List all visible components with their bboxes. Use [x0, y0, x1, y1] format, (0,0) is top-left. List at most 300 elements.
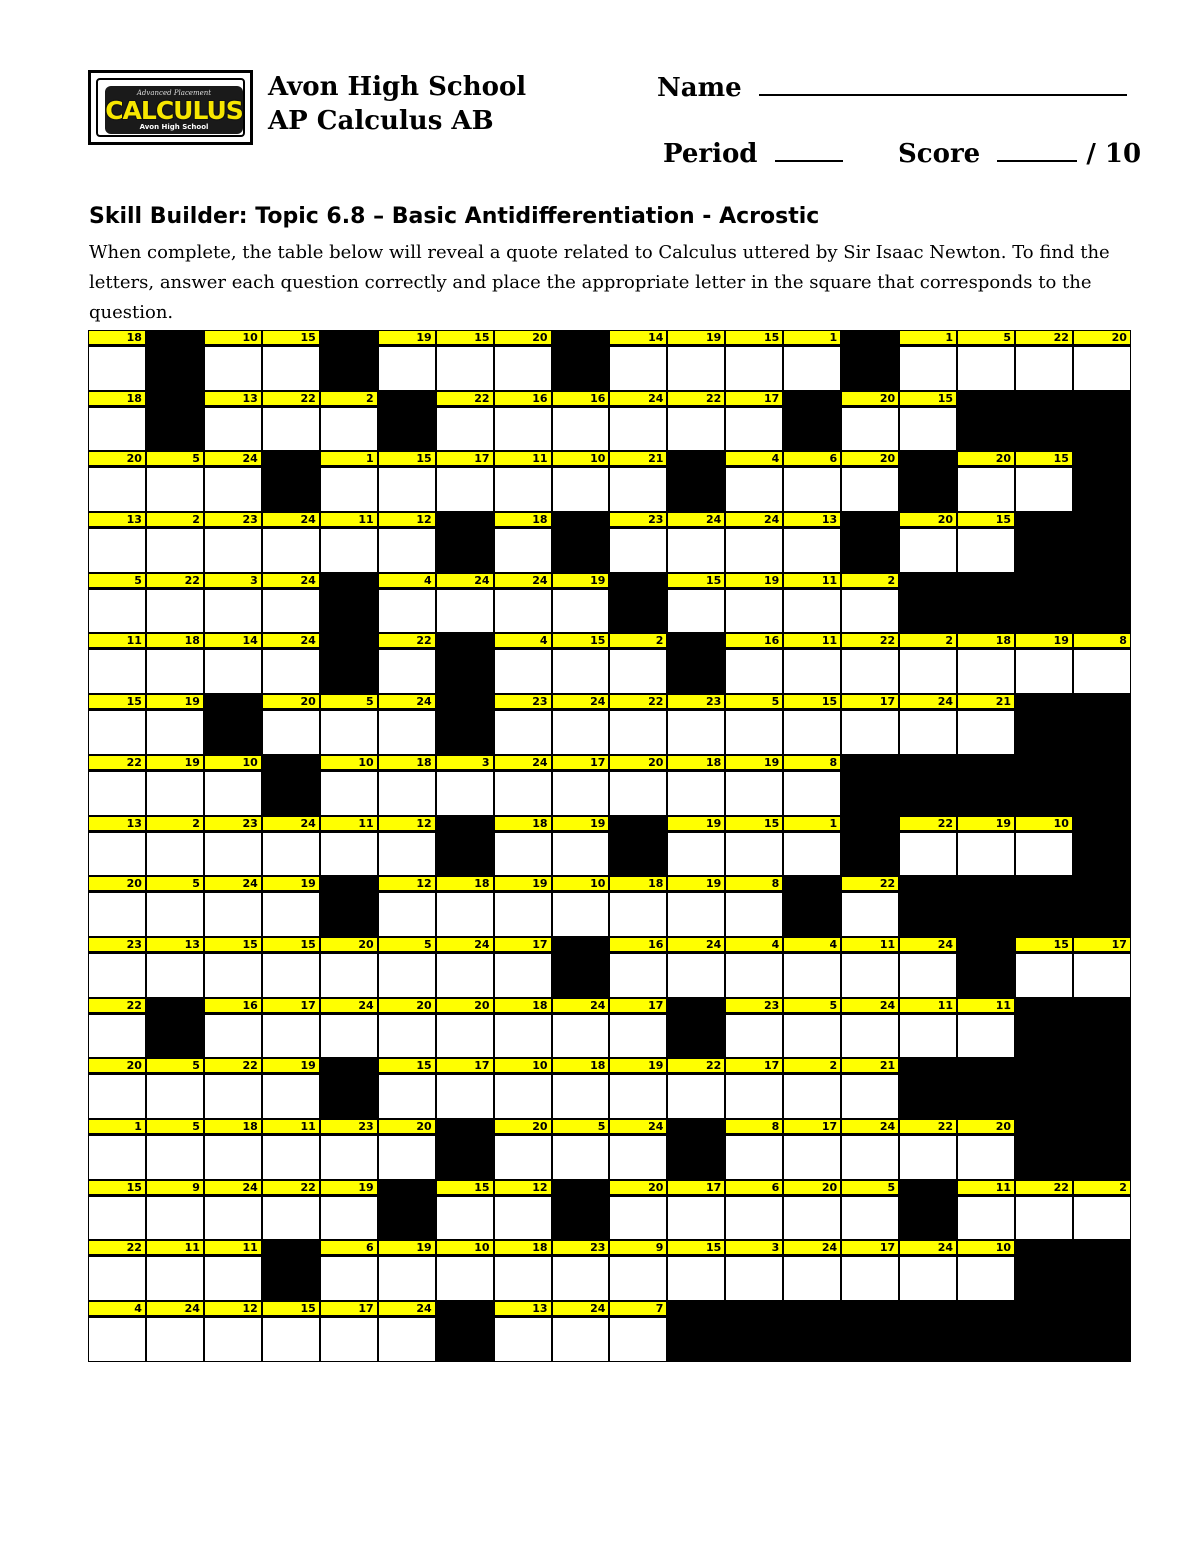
answer-box[interactable]	[262, 649, 320, 694]
letter-cell[interactable]	[494, 998, 552, 1059]
answer-box[interactable]	[262, 1074, 320, 1119]
letter-cell[interactable]	[88, 330, 146, 391]
answer-box[interactable]	[320, 771, 378, 816]
answer-box[interactable]	[1015, 467, 1073, 512]
letter-cell[interactable]	[88, 573, 146, 634]
letter-cell[interactable]	[552, 1301, 610, 1362]
answer-box[interactable]	[204, 1196, 262, 1241]
letter-cell[interactable]	[667, 1180, 725, 1241]
answer-box[interactable]	[204, 953, 262, 998]
answer-box[interactable]	[899, 1135, 957, 1180]
answer-box[interactable]	[378, 649, 436, 694]
letter-cell[interactable]	[204, 1180, 262, 1241]
answer-box[interactable]	[783, 346, 841, 391]
letter-cell[interactable]	[378, 937, 436, 998]
letter-cell[interactable]	[1015, 816, 1073, 877]
answer-box[interactable]	[88, 1074, 146, 1119]
letter-cell[interactable]	[146, 816, 204, 877]
letter-cell[interactable]	[609, 633, 667, 694]
letter-cell[interactable]	[262, 633, 320, 694]
answer-box[interactable]	[262, 346, 320, 391]
answer-box[interactable]	[783, 1196, 841, 1241]
letter-cell[interactable]	[320, 512, 378, 573]
answer-box[interactable]	[899, 832, 957, 877]
letter-cell[interactable]	[899, 937, 957, 998]
answer-box[interactable]	[667, 832, 725, 877]
letter-cell[interactable]	[204, 1240, 262, 1301]
answer-box[interactable]	[552, 407, 610, 452]
letter-cell[interactable]	[552, 451, 610, 512]
answer-box[interactable]	[552, 1256, 610, 1301]
answer-box[interactable]	[88, 832, 146, 877]
letter-cell[interactable]	[204, 998, 262, 1059]
answer-box[interactable]	[378, 528, 436, 573]
answer-box[interactable]	[320, 1014, 378, 1059]
letter-cell[interactable]	[609, 1119, 667, 1180]
answer-box[interactable]	[262, 953, 320, 998]
answer-box[interactable]	[957, 1196, 1015, 1241]
answer-box[interactable]	[725, 346, 783, 391]
letter-cell[interactable]	[262, 330, 320, 391]
answer-box[interactable]	[783, 1135, 841, 1180]
answer-box[interactable]	[552, 1317, 610, 1362]
letter-cell[interactable]	[204, 876, 262, 937]
answer-box[interactable]	[494, 649, 552, 694]
answer-box[interactable]	[609, 1135, 667, 1180]
answer-box[interactable]	[841, 589, 899, 634]
letter-cell[interactable]	[1015, 451, 1073, 512]
answer-box[interactable]	[957, 467, 1015, 512]
letter-cell[interactable]	[494, 876, 552, 937]
answer-box[interactable]	[204, 407, 262, 452]
answer-box[interactable]	[320, 1196, 378, 1241]
letter-cell[interactable]	[725, 1240, 783, 1301]
letter-cell[interactable]	[552, 755, 610, 816]
letter-cell[interactable]	[1073, 937, 1131, 998]
letter-cell[interactable]	[609, 1240, 667, 1301]
letter-cell[interactable]	[667, 755, 725, 816]
letter-cell[interactable]	[378, 573, 436, 634]
answer-box[interactable]	[436, 771, 494, 816]
letter-cell[interactable]	[552, 876, 610, 937]
letter-cell[interactable]	[552, 1240, 610, 1301]
answer-box[interactable]	[320, 953, 378, 998]
answer-box[interactable]	[494, 710, 552, 755]
answer-box[interactable]	[204, 1014, 262, 1059]
answer-box[interactable]	[88, 1317, 146, 1362]
answer-box[interactable]	[899, 1256, 957, 1301]
answer-box[interactable]	[204, 589, 262, 634]
letter-cell[interactable]	[609, 1058, 667, 1119]
answer-box[interactable]	[436, 407, 494, 452]
letter-cell[interactable]	[146, 755, 204, 816]
answer-box[interactable]	[725, 1074, 783, 1119]
answer-box[interactable]	[436, 1014, 494, 1059]
answer-box[interactable]	[494, 1196, 552, 1241]
answer-box[interactable]	[436, 1256, 494, 1301]
letter-cell[interactable]	[378, 1240, 436, 1301]
letter-cell[interactable]	[1073, 1180, 1131, 1241]
letter-cell[interactable]	[609, 330, 667, 391]
name-blank[interactable]	[759, 72, 1127, 96]
letter-cell[interactable]	[725, 451, 783, 512]
letter-cell[interactable]	[436, 573, 494, 634]
answer-box[interactable]	[204, 467, 262, 512]
answer-box[interactable]	[552, 1014, 610, 1059]
letter-cell[interactable]	[725, 330, 783, 391]
answer-box[interactable]	[783, 832, 841, 877]
answer-box[interactable]	[204, 1135, 262, 1180]
answer-box[interactable]	[667, 771, 725, 816]
letter-cell[interactable]	[146, 573, 204, 634]
answer-box[interactable]	[494, 1074, 552, 1119]
answer-box[interactable]	[88, 1196, 146, 1241]
letter-cell[interactable]	[262, 1180, 320, 1241]
answer-box[interactable]	[957, 1135, 1015, 1180]
letter-cell[interactable]	[262, 694, 320, 755]
letter-cell[interactable]	[841, 694, 899, 755]
letter-cell[interactable]	[146, 1301, 204, 1362]
letter-cell[interactable]	[609, 1301, 667, 1362]
answer-box[interactable]	[262, 407, 320, 452]
answer-box[interactable]	[146, 1317, 204, 1362]
letter-cell[interactable]	[262, 1301, 320, 1362]
answer-box[interactable]	[783, 1256, 841, 1301]
answer-box[interactable]	[320, 1256, 378, 1301]
answer-box[interactable]	[146, 710, 204, 755]
answer-box[interactable]	[609, 1317, 667, 1362]
answer-box[interactable]	[494, 528, 552, 573]
letter-cell[interactable]	[146, 451, 204, 512]
letter-cell[interactable]	[552, 998, 610, 1059]
letter-cell[interactable]	[841, 1180, 899, 1241]
answer-box[interactable]	[88, 1256, 146, 1301]
answer-box[interactable]	[204, 528, 262, 573]
letter-cell[interactable]	[783, 1240, 841, 1301]
letter-cell[interactable]	[609, 391, 667, 452]
answer-box[interactable]	[841, 1256, 899, 1301]
answer-box[interactable]	[841, 1135, 899, 1180]
answer-box[interactable]	[667, 1256, 725, 1301]
answer-box[interactable]	[609, 892, 667, 937]
answer-box[interactable]	[725, 832, 783, 877]
letter-cell[interactable]	[262, 512, 320, 573]
answer-box[interactable]	[783, 589, 841, 634]
answer-box[interactable]	[494, 1135, 552, 1180]
letter-cell[interactable]	[899, 330, 957, 391]
answer-box[interactable]	[378, 953, 436, 998]
answer-box[interactable]	[262, 528, 320, 573]
letter-cell[interactable]	[725, 1180, 783, 1241]
letter-cell[interactable]	[436, 876, 494, 937]
answer-box[interactable]	[667, 589, 725, 634]
letter-cell[interactable]	[88, 1119, 146, 1180]
letter-cell[interactable]	[378, 816, 436, 877]
answer-box[interactable]	[552, 710, 610, 755]
answer-box[interactable]	[552, 1135, 610, 1180]
answer-box[interactable]	[1073, 1196, 1131, 1241]
letter-cell[interactable]	[204, 1119, 262, 1180]
letter-cell[interactable]	[841, 573, 899, 634]
answer-box[interactable]	[725, 528, 783, 573]
letter-cell[interactable]	[609, 998, 667, 1059]
answer-box[interactable]	[1073, 953, 1131, 998]
answer-box[interactable]	[378, 1135, 436, 1180]
answer-box[interactable]	[841, 953, 899, 998]
answer-box[interactable]	[262, 832, 320, 877]
letter-cell[interactable]	[378, 330, 436, 391]
letter-cell[interactable]	[494, 330, 552, 391]
answer-box[interactable]	[204, 1074, 262, 1119]
letter-cell[interactable]	[494, 816, 552, 877]
answer-box[interactable]	[378, 589, 436, 634]
letter-cell[interactable]	[1015, 937, 1073, 998]
letter-cell[interactable]	[262, 998, 320, 1059]
answer-box[interactable]	[841, 892, 899, 937]
answer-box[interactable]	[146, 467, 204, 512]
letter-cell[interactable]	[725, 937, 783, 998]
letter-cell[interactable]	[88, 694, 146, 755]
answer-box[interactable]	[841, 407, 899, 452]
letter-cell[interactable]	[494, 755, 552, 816]
answer-box[interactable]	[262, 589, 320, 634]
letter-cell[interactable]	[667, 816, 725, 877]
letter-cell[interactable]	[378, 694, 436, 755]
answer-box[interactable]	[436, 346, 494, 391]
letter-cell[interactable]	[957, 998, 1015, 1059]
letter-cell[interactable]	[494, 633, 552, 694]
letter-cell[interactable]	[609, 937, 667, 998]
answer-box[interactable]	[320, 710, 378, 755]
answer-box[interactable]	[494, 1256, 552, 1301]
answer-box[interactable]	[783, 1014, 841, 1059]
letter-cell[interactable]	[841, 1119, 899, 1180]
letter-cell[interactable]	[494, 694, 552, 755]
letter-cell[interactable]	[783, 1058, 841, 1119]
letter-cell[interactable]	[436, 1180, 494, 1241]
answer-box[interactable]	[146, 649, 204, 694]
letter-cell[interactable]	[378, 998, 436, 1059]
letter-cell[interactable]	[204, 451, 262, 512]
answer-box[interactable]	[609, 771, 667, 816]
answer-box[interactable]	[899, 1014, 957, 1059]
letter-cell[interactable]	[262, 876, 320, 937]
letter-cell[interactable]	[957, 816, 1015, 877]
letter-cell[interactable]	[957, 1240, 1015, 1301]
letter-cell[interactable]	[552, 391, 610, 452]
answer-box[interactable]	[494, 953, 552, 998]
answer-box[interactable]	[88, 953, 146, 998]
letter-cell[interactable]	[204, 937, 262, 998]
answer-box[interactable]	[841, 1074, 899, 1119]
answer-box[interactable]	[552, 649, 610, 694]
letter-cell[interactable]	[88, 1180, 146, 1241]
answer-box[interactable]	[88, 1135, 146, 1180]
answer-box[interactable]	[146, 1256, 204, 1301]
letter-cell[interactable]	[783, 1180, 841, 1241]
letter-cell[interactable]	[320, 391, 378, 452]
answer-box[interactable]	[146, 1135, 204, 1180]
letter-cell[interactable]	[841, 1058, 899, 1119]
answer-box[interactable]	[667, 528, 725, 573]
answer-box[interactable]	[204, 649, 262, 694]
letter-cell[interactable]	[320, 937, 378, 998]
letter-cell[interactable]	[494, 1301, 552, 1362]
answer-box[interactable]	[436, 589, 494, 634]
answer-box[interactable]	[783, 710, 841, 755]
answer-box[interactable]	[320, 1317, 378, 1362]
letter-cell[interactable]	[146, 633, 204, 694]
answer-box[interactable]	[725, 1256, 783, 1301]
letter-cell[interactable]	[783, 998, 841, 1059]
score-blank[interactable]	[997, 138, 1077, 162]
answer-box[interactable]	[899, 953, 957, 998]
letter-cell[interactable]	[320, 451, 378, 512]
letter-cell[interactable]	[146, 1180, 204, 1241]
letter-cell[interactable]	[725, 694, 783, 755]
letter-cell[interactable]	[957, 633, 1015, 694]
answer-box[interactable]	[725, 1014, 783, 1059]
answer-box[interactable]	[494, 589, 552, 634]
letter-cell[interactable]	[667, 1240, 725, 1301]
answer-box[interactable]	[494, 1014, 552, 1059]
answer-box[interactable]	[436, 892, 494, 937]
letter-cell[interactable]	[1015, 633, 1073, 694]
answer-box[interactable]	[667, 953, 725, 998]
letter-cell[interactable]	[436, 755, 494, 816]
answer-box[interactable]	[378, 467, 436, 512]
answer-box[interactable]	[667, 1196, 725, 1241]
letter-cell[interactable]	[436, 391, 494, 452]
answer-box[interactable]	[88, 710, 146, 755]
answer-box[interactable]	[436, 1074, 494, 1119]
answer-box[interactable]	[320, 407, 378, 452]
letter-cell[interactable]	[320, 755, 378, 816]
letter-cell[interactable]	[146, 1119, 204, 1180]
answer-box[interactable]	[609, 1196, 667, 1241]
letter-cell[interactable]	[783, 451, 841, 512]
letter-cell[interactable]	[378, 512, 436, 573]
answer-box[interactable]	[262, 1014, 320, 1059]
letter-cell[interactable]	[378, 633, 436, 694]
answer-box[interactable]	[957, 1014, 1015, 1059]
letter-cell[interactable]	[204, 633, 262, 694]
period-field[interactable]	[663, 138, 843, 169]
letter-cell[interactable]	[320, 694, 378, 755]
answer-box[interactable]	[899, 710, 957, 755]
letter-cell[interactable]	[146, 1058, 204, 1119]
answer-box[interactable]	[204, 1317, 262, 1362]
answer-box[interactable]	[957, 649, 1015, 694]
letter-cell[interactable]	[957, 1119, 1015, 1180]
answer-box[interactable]	[725, 953, 783, 998]
letter-cell[interactable]	[667, 937, 725, 998]
answer-box[interactable]	[725, 407, 783, 452]
letter-cell[interactable]	[378, 1058, 436, 1119]
letter-cell[interactable]	[783, 1119, 841, 1180]
letter-cell[interactable]	[378, 755, 436, 816]
letter-cell[interactable]	[725, 1058, 783, 1119]
answer-box[interactable]	[1015, 1196, 1073, 1241]
answer-box[interactable]	[204, 771, 262, 816]
answer-box[interactable]	[552, 467, 610, 512]
letter-cell[interactable]	[841, 633, 899, 694]
letter-cell[interactable]	[957, 451, 1015, 512]
answer-box[interactable]	[88, 346, 146, 391]
answer-box[interactable]	[378, 1074, 436, 1119]
letter-cell[interactable]	[1015, 330, 1073, 391]
letter-cell[interactable]	[841, 937, 899, 998]
letter-cell[interactable]	[320, 1119, 378, 1180]
answer-box[interactable]	[146, 589, 204, 634]
answer-box[interactable]	[378, 771, 436, 816]
answer-box[interactable]	[725, 1135, 783, 1180]
answer-box[interactable]	[609, 467, 667, 512]
letter-cell[interactable]	[552, 1119, 610, 1180]
letter-cell[interactable]	[262, 816, 320, 877]
letter-cell[interactable]	[436, 998, 494, 1059]
letter-cell[interactable]	[667, 1058, 725, 1119]
letter-cell[interactable]	[841, 1240, 899, 1301]
letter-cell[interactable]	[841, 876, 899, 937]
letter-cell[interactable]	[320, 998, 378, 1059]
answer-box[interactable]	[88, 589, 146, 634]
answer-box[interactable]	[146, 953, 204, 998]
letter-cell[interactable]	[88, 391, 146, 452]
letter-cell[interactable]	[262, 937, 320, 998]
answer-box[interactable]	[957, 1256, 1015, 1301]
answer-box[interactable]	[783, 467, 841, 512]
answer-box[interactable]	[262, 892, 320, 937]
answer-box[interactable]	[783, 771, 841, 816]
answer-box[interactable]	[378, 346, 436, 391]
answer-box[interactable]	[957, 832, 1015, 877]
letter-cell[interactable]	[436, 1240, 494, 1301]
answer-box[interactable]	[841, 649, 899, 694]
letter-cell[interactable]	[667, 512, 725, 573]
letter-cell[interactable]	[899, 391, 957, 452]
answer-box[interactable]	[1015, 649, 1073, 694]
letter-cell[interactable]	[899, 694, 957, 755]
answer-box[interactable]	[146, 832, 204, 877]
answer-box[interactable]	[494, 467, 552, 512]
answer-box[interactable]	[494, 771, 552, 816]
answer-box[interactable]	[609, 710, 667, 755]
answer-box[interactable]	[783, 649, 841, 694]
answer-box[interactable]	[667, 710, 725, 755]
letter-cell[interactable]	[899, 816, 957, 877]
answer-box[interactable]	[436, 953, 494, 998]
letter-cell[interactable]	[88, 512, 146, 573]
answer-box[interactable]	[552, 832, 610, 877]
answer-box[interactable]	[494, 346, 552, 391]
answer-box[interactable]	[262, 1196, 320, 1241]
letter-cell[interactable]	[88, 937, 146, 998]
letter-cell[interactable]	[667, 573, 725, 634]
letter-cell[interactable]	[88, 1301, 146, 1362]
letter-cell[interactable]	[725, 512, 783, 573]
answer-box[interactable]	[841, 1014, 899, 1059]
answer-box[interactable]	[1015, 346, 1073, 391]
answer-box[interactable]	[88, 467, 146, 512]
answer-box[interactable]	[1015, 953, 1073, 998]
letter-cell[interactable]	[204, 1301, 262, 1362]
answer-box[interactable]	[88, 771, 146, 816]
letter-cell[interactable]	[494, 451, 552, 512]
letter-cell[interactable]	[320, 1301, 378, 1362]
answer-box[interactable]	[841, 467, 899, 512]
letter-cell[interactable]	[957, 512, 1015, 573]
